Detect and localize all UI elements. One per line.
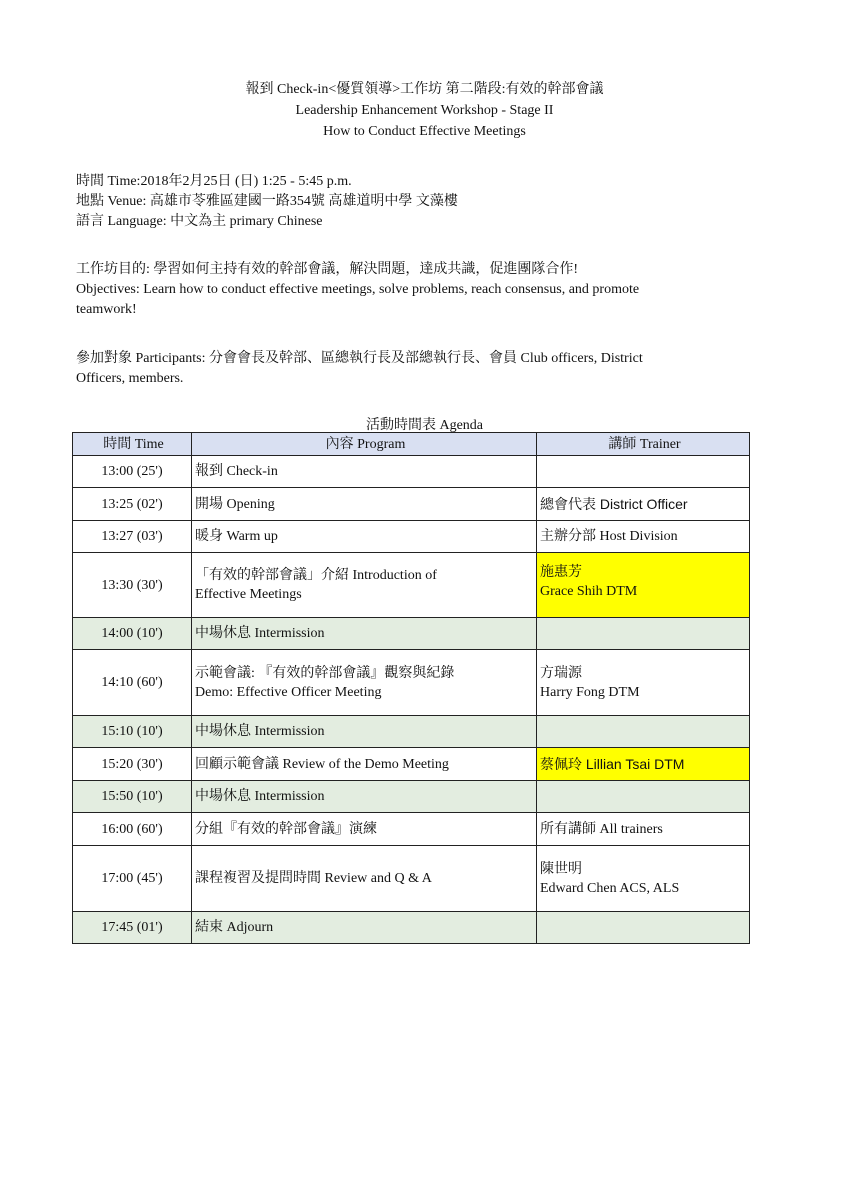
table-row (73, 618, 750, 650)
row-program: 報到 Check-in (192, 456, 537, 488)
event-info (76, 172, 458, 232)
row-time: 13:25 (02') (73, 488, 192, 521)
table-row (73, 912, 750, 944)
table-row (73, 781, 750, 813)
row-trainer (537, 846, 750, 912)
row-program: 分組『有效的幹部會議』演練 (192, 813, 537, 846)
trainer-line-2: Harry Fong DTM (540, 684, 640, 700)
header-line-1: 報到 Check-in<優質領導>工作坊 第二階段:有效的幹部會議 (245, 82, 604, 97)
table-row (73, 813, 750, 846)
program-line-1: 示範會議: 『有效的幹部會議』觀察與紀錄 (195, 665, 455, 681)
row-time: 17:45 (01') (73, 912, 192, 944)
trainer-line-2: Grace Shih DTM (540, 584, 638, 599)
row-time: 15:50 (10') (73, 781, 192, 813)
table-row (73, 553, 750, 618)
header-trainer: 講師 Trainer (537, 433, 750, 456)
row-trainer (537, 553, 750, 618)
row-time: 13:27 (03') (73, 521, 192, 553)
header-line-3: How to Conduct Effective Meetings (323, 124, 526, 139)
row-program (192, 650, 537, 716)
program-line-2: Demo: Effective Officer Meeting (195, 684, 382, 700)
objectives (76, 260, 676, 320)
row-trainer (537, 456, 750, 488)
row-time: 17:00 (45') (73, 846, 192, 912)
program-line-1: 「有效的幹部會議」介紹 Introduction of (195, 568, 437, 583)
header-program: 內容 Program (192, 433, 537, 456)
row-time: 14:00 (10') (73, 618, 192, 650)
table-row (73, 488, 750, 521)
row-program: 開場 Opening (192, 488, 537, 521)
event-time: 時間 Time:2018年2月25日 (日) 1:25 - 5:45 p.m. (76, 174, 352, 189)
objectives-en: Objectives: Learn how to conduct effective meetings, solve problems, reach consensus, and promote teamwork! (76, 282, 640, 317)
row-program: 中場休息 Intermission (192, 618, 537, 650)
row-program: 中場休息 Intermission (192, 781, 537, 813)
row-program: 課程複習及提問時間 Review and Q & A (192, 846, 537, 912)
program-line-2: Effective Meetings (195, 587, 302, 602)
row-time: 15:20 (30') (73, 748, 192, 781)
trainer-line-1: 陳世明 (540, 861, 582, 877)
row-trainer: 所有講師 All trainers (537, 813, 750, 846)
table-row (73, 521, 750, 553)
participants: 參加對象 Participants: 分會會長及幹部、區總執行長及部總執行長、會員 Club officers, District Officers, members. (76, 351, 643, 386)
row-program: 回顧示範會議 Review of the Demo Meeting (192, 748, 537, 781)
table-row (73, 650, 750, 716)
row-trainer (537, 781, 750, 813)
objectives-zh: 工作坊目的: 學習如何主持有效的幹部會議，解決問題，達成共識，促進團隊合作! (76, 262, 579, 277)
table-row (73, 748, 750, 781)
header-time: 時間 Time (73, 433, 192, 456)
table-row (73, 456, 750, 488)
row-program: 中場休息 Intermission (192, 716, 537, 748)
trainer-line-2: Edward Chen ACS, ALS (540, 880, 680, 896)
agenda-table (72, 432, 750, 944)
row-time: 13:30 (30') (73, 553, 192, 618)
row-time: 16:00 (60') (73, 813, 192, 846)
row-trainer: 蔡佩玲 Lillian Tsai DTM (537, 748, 750, 781)
row-trainer (537, 716, 750, 748)
header-line-2: Leadership Enhancement Workshop - Stage II (295, 103, 554, 118)
row-trainer (537, 618, 750, 650)
trainer-line-1: 施惠芳 (540, 565, 582, 580)
event-venue: 地點 Venue: 高雄市苓雅區建國一路354號 高雄道明中學 文藻樓 (76, 194, 458, 209)
trainer-line-1: 方瑞源 (540, 665, 582, 681)
table-row (73, 846, 750, 912)
row-trainer: 主辦分部 Host Division (537, 521, 750, 553)
event-language: 語言 Language: 中文為主 primary Chinese (76, 214, 323, 229)
row-time: 13:00 (25') (73, 456, 192, 488)
row-program: 結束 Adjourn (192, 912, 537, 944)
row-trainer (537, 912, 750, 944)
row-program: 暖身 Warm up (192, 521, 537, 553)
agenda-header-row (73, 433, 750, 456)
agenda-title: 活動時間表 Agenda (365, 418, 484, 433)
table-row (73, 716, 750, 748)
row-trainer (537, 650, 750, 716)
row-trainer: 總會代表 District Officer (537, 488, 750, 521)
row-time: 14:10 (60') (73, 650, 192, 716)
row-time: 15:10 (10') (73, 716, 192, 748)
row-program (192, 553, 537, 618)
